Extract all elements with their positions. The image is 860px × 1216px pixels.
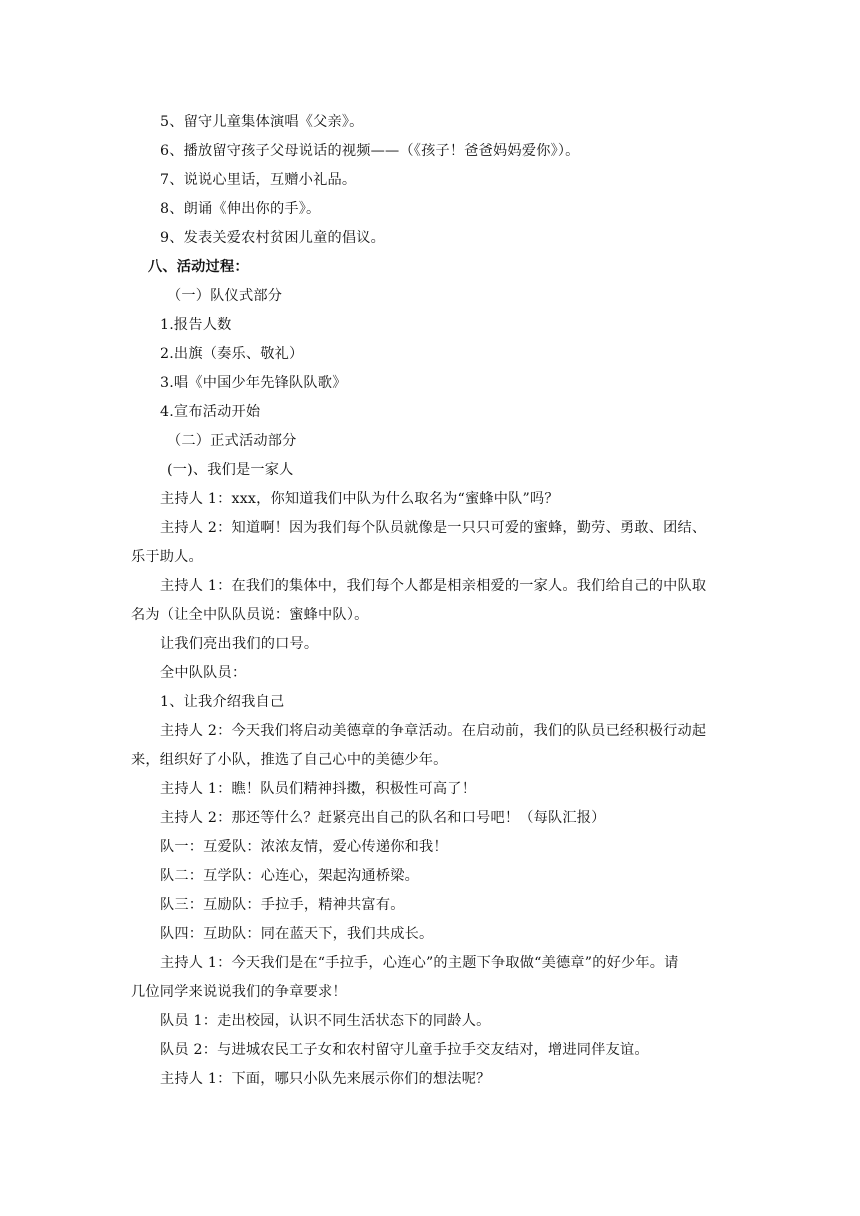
dialogue-line-continuation: 来，组织好了小队，推选了自己心中的美德少年。	[131, 752, 448, 768]
dialogue-line: 队员 1：走出校园，认识不同生活状态下的同龄人。	[160, 1013, 491, 1029]
step-item: 1.报告人数	[160, 317, 232, 333]
dialogue-line: 主持人 1：xxx，你知道我们中队为什么取名为“蜜蜂中队”吗？	[160, 491, 559, 507]
dialogue-line: 主持人 2：知道啊！因为我们每个队员就像是一只只可爱的蜜蜂，勤劳、勇敢、团结、	[160, 520, 707, 536]
subsection-title: （一）队仪式部分	[167, 288, 283, 304]
step-item: 4.宣布活动开始	[160, 404, 261, 420]
list-item-7: 7、说说心里话，互赠小礼品。	[160, 172, 357, 188]
list-item-9: 9、发表关爱农村贫困儿童的倡议。	[160, 230, 386, 246]
dialogue-line: 主持人 1：今天我们是在“手拉手，心连心”的主题下争取做“美德章”的好少年。请	[160, 955, 679, 971]
paragraph: 全中队队员：	[160, 665, 247, 681]
team-line: 队四：互助队：同在蓝天下，我们共成长。	[160, 926, 434, 942]
list-item-8: 8、朗诵《伸出你的手》。	[160, 201, 321, 217]
dialogue-line: 主持人 1：瞧！队员们精神抖擞，积极性可高了！	[160, 781, 477, 797]
subsection-title: （二）正式活动部分	[167, 433, 297, 449]
list-item-5: 5、留守儿童集体演唱《父亲》。	[160, 114, 364, 130]
dialogue-line: 主持人 1：在我们的集体中，我们每个人都是相亲相爱的一家人。我们给自己的中队取	[160, 578, 707, 594]
step-item: 3.唱《中国少年先锋队队歌》	[160, 375, 347, 391]
dialogue-line: 主持人 1：下面，哪只小队先来展示你们的想法呢？	[160, 1071, 491, 1087]
paragraph: 让我们亮出我们的口号。	[160, 636, 319, 652]
team-line: 队二：互学队：心连心，架起沟通桥梁。	[160, 868, 419, 884]
dialogue-line-continuation: 几位同学来说说我们的争章要求！	[131, 984, 347, 1000]
section-heading: 八、活动过程：	[148, 259, 249, 275]
team-line: 队三：互励队：手拉手，精神共富有。	[160, 897, 405, 913]
list-item-6: 6、播放留守孩子父母说话的视频——（《孩子！爸爸妈妈爱你》）。	[160, 143, 580, 159]
part-title: (一)、我们是一家人	[167, 462, 294, 478]
dialogue-line: 主持人 2：那还等什么？赶紧亮出自己的队名和口号吧！（每队汇报）	[160, 810, 606, 826]
step-item: 2.出旗（奏乐、敬礼）	[160, 346, 304, 362]
dialogue-line: 队员 2：与进城农民工子女和农村留守儿童手拉手交友结对，增进同伴友谊。	[160, 1042, 649, 1058]
dialogue-line-continuation: 乐于助人。	[131, 549, 203, 565]
dialogue-line: 主持人 2：今天我们将启动美德章的争章活动。在启动前，我们的队员已经积极行动起	[160, 723, 707, 739]
dialogue-line-continuation: 名为（让全中队队员说：蜜蜂中队）。	[131, 607, 369, 623]
paragraph: 1、让我介绍我自己	[160, 694, 285, 710]
team-line: 队一：互爱队：浓浓友情，爱心传递你和我！	[160, 839, 448, 855]
